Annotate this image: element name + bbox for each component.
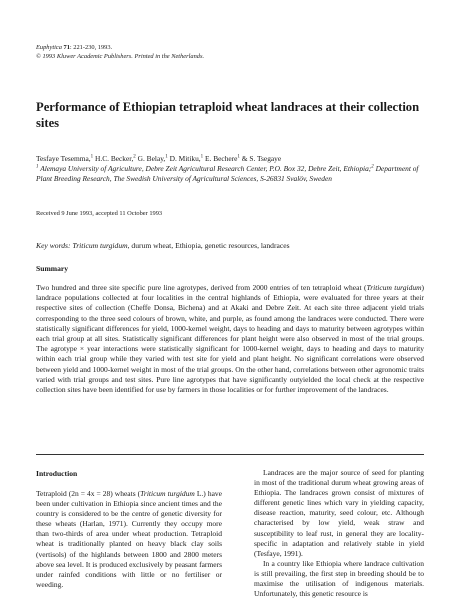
abstract-part: ) landrace populations collected at four localities in the central highlands of Ethiopia, were evaluated for three years at their respective sites of collection (Cheffe Donsa, Bichena) and at Akaki and Debre Zeit. At each site three adjacent yield trials corresponding to the three seed colours of brown, white, and purple, as found among the landraces were conducted. There were statistically significant differences for yield, 1000-kernel weight, days to heading and days to maturity between agrotypes within each trial group at all sites. Statistically significant differences for plant height were also observed in most of the trial groups. The agrotype × year interactions were statistically significant for 1000-kernel weight, days to heading and days to maturity within each trial group while they varied with test site for yield and plant height. No significant correlations were observed between yield and 1000-kernel weight in most of the trial groups. On the other hand, correlations between other agronomic traits varied with trial groups and test sites. Pure line agrotypes that have significantly outyielded the local check at the respective collection sites have been identified for use by farmers in those localities or for further improvement of the landraces. — [36, 283, 424, 395]
author-affil-mark: 1 — [200, 154, 204, 160]
affil-mark: 1 — [36, 164, 39, 170]
section-divider — [36, 454, 424, 455]
author-name: D. Mitiku, — [167, 154, 201, 163]
journal-pages: : 221-230, 1993. — [69, 44, 113, 51]
paragraph-breeding: In a country like Ethiopia where landrace cultivation is still prevailing, the first step in breeding should be to maximise the utilisation of indigenous materials. Unfortunately, this genetic resource is — [254, 558, 424, 599]
summary-heading: Summary — [36, 264, 69, 273]
keywords-label: Key words: Triticum turgidum, — [36, 241, 130, 250]
abstract-species: Triticum turgidum — [366, 283, 422, 292]
author-name: E. Bechere — [203, 154, 238, 163]
journal-volume: 71 — [63, 44, 70, 51]
author-name: Tesfaye Tesemma, — [36, 154, 91, 163]
intro-part: Tetraploid (2n = 4x = 28) wheats ( — [36, 489, 141, 498]
left-column-text — [36, 489, 222, 590]
introduction-heading: Introduction — [36, 469, 78, 478]
right-column-text — [254, 468, 424, 599]
keywords — [36, 241, 436, 251]
paragraph-landraces: Landraces are the major source of seed for planting in most of the traditional durum wheat growing areas of Ethiopia. The landraces grown consist of mixtures of different genetic lines which vary in yielding capacity, disease reaction, maturity, seed colour, etc. Although characterised by low yield, weak straw and susceptibility to leaf rust, in general they are locality-specific in adaptation and relatively stable in yield (Tesfaye, 1991). — [254, 468, 424, 558]
author-affil-mark: 2 — [133, 154, 136, 160]
author-name: & S. Tsegaye — [239, 154, 282, 163]
author-affil-mark: 1 — [237, 154, 240, 160]
journal-name: Euphytica — [36, 44, 62, 51]
affiliation-2: Department of Plant Breeding Research, The Swedish University of Agricultural Sciences, S-26831 Svalöv, Sweden — [36, 164, 419, 184]
author-affil-mark: 1 — [90, 154, 94, 160]
abstract-text — [36, 283, 424, 395]
author-affil-mark: 1 — [165, 154, 168, 160]
author-name: H.C. Becker, — [93, 154, 134, 163]
affil-mark: 2 — [371, 164, 374, 170]
author-list — [36, 154, 436, 164]
intro-part: L.) have been under cultivation in Ethiopia since ancient times and the country is considered to be the centre of genetic diversity for these wheats (Harlan, 1971). Currently they occupy more than two-thirds of area under wheat production. Tetraploid wheat is traditionally planted on heavy black clay soils (vertisols) of the highlands between 1800 and 2800 meters above sea level. It is produced exclusively by peasant farmers under rainfed conditions with little or no fertiliser or weeding. — [36, 489, 222, 589]
affiliation-1: Alemaya University of Agriculture, Debre Zeit Agricultural Research Center, P.O. Box 32, Debre Zeit, Ethiopia; — [38, 164, 372, 173]
journal-header — [36, 44, 204, 62]
journal-copyright: © 1993 Kluwer Academic Publishers. Printed in the Netherlands. — [36, 52, 205, 60]
keywords-list: durum wheat, Ethiopia, genetic resources, landraces — [129, 241, 290, 250]
abstract-part: Two hundred and three site specific pure line agrotypes, derived from 2000 entries of ten tetraploid wheat ( — [36, 283, 367, 292]
paper-title: Performance of Ethiopian tetraploid wheat landraces at their collection sites — [36, 100, 420, 130]
author-name: G. Belay, — [135, 154, 166, 163]
affiliations — [36, 164, 436, 184]
received-date: Received 9 June 1993, accepted 11 October 1993 — [36, 210, 163, 217]
journal-citation — [36, 44, 204, 53]
intro-species: Triticum turgidum — [140, 489, 195, 498]
